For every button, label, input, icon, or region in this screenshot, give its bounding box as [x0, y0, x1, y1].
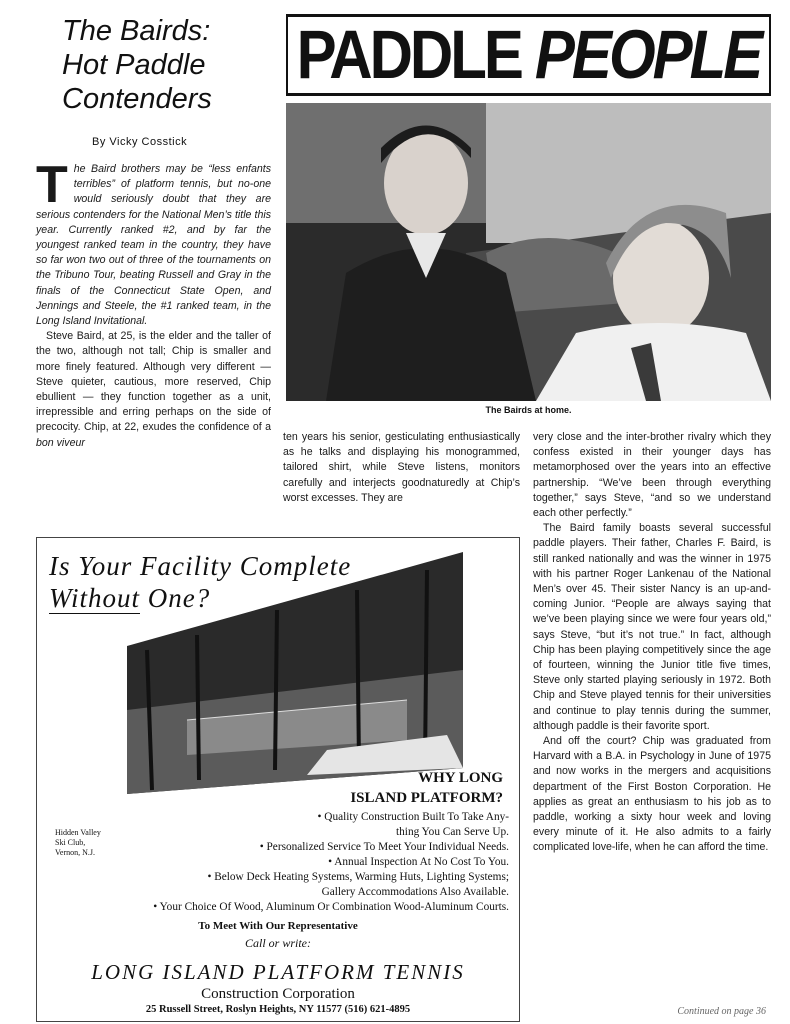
masthead-word-paddle: PADDLE — [296, 15, 521, 93]
ad-title-underlined: Without — [49, 583, 141, 613]
ad-company-subtitle: Construction Corporation — [201, 986, 355, 1002]
feature-line: • Below Deck Heating Systems, Warming Huts, Lighting Systems; — [207, 871, 509, 883]
paragraph-2-text: Steve Baird, at 25, is the elder and the taller of the two, although not tall; Chip is smaller and more finely featured. Although very different — Steve quieter, cautious, more reserved, Chip ebullient — they function together as a unit, irrepressible and erring perhaps on the side of precocity. Chip, at 22, exudes the confidence of a — [36, 330, 271, 434]
column-3-paragraph-2: The Baird family boasts several successful paddle players. Their father, Charles F. Baird, is still ranked nationally and was the winner in 1975 with his partner Roger Lankenau of the National Men’s over 45. Their sister Nancy is an up-and-coming Junior. “People are always saying that we’ve been playing since we were four years old,” says Steve, “but it’s not true.” In fact, although Chip has been playing competitively since the age of fourteen, winning the Junior title five times, Steve only started playing seriously in 1972. Both Chip and Steve played tennis for their universities and continue to play tennis during the summer, although paddle is their favorite sport. — [533, 522, 771, 732]
article-column-3 — [533, 430, 771, 856]
advertisement — [36, 537, 520, 1022]
location-line-3: Vernon, N.J. — [55, 848, 95, 857]
ad-title — [49, 550, 351, 614]
location-line-2: Ski Club, — [55, 838, 86, 847]
ad-title-line-2 — [49, 582, 351, 614]
paragraph-2-italic: bon viveur — [36, 436, 85, 449]
section-masthead — [286, 14, 771, 96]
ad-why-heading — [350, 768, 503, 808]
ad-why-line-2: ISLAND PLATFORM? — [350, 790, 503, 806]
article-column-2 — [283, 430, 520, 506]
feature-line: • Your Choice Of Wood, Aluminum Or Combination Wood-Aluminum Courts. — [153, 901, 509, 913]
masthead-word-people: PEOPLE — [534, 15, 761, 93]
ad-title-line-1: Is Your Facility Complete — [49, 551, 352, 581]
ad-title-rest: One? — [147, 583, 211, 613]
ad-why-line-1: WHY LONG — [418, 770, 503, 786]
ad-feature-list — [47, 810, 509, 915]
feature-line: Gallery Accommodations Also Available. — [321, 886, 509, 898]
drop-cap: T — [36, 156, 68, 214]
lead-text: he Baird brothers may be “less enfants terribles” of platform tennis, but no-one would seriously doubt that they are serious contenders for the National Men’s title this year. Currently ranked #2, and by far the youngest ranked team in the country, they have so far won two out of three of the tournaments on the Tribuno Tour, beating Russell and Gray in the finals of the Connecticut State Open, and Jennings and Steele, the #1 ranked team, in the Long Island Invitational. — [36, 163, 271, 328]
article-headline — [62, 14, 282, 116]
byline: By Vicky Cosstick — [92, 136, 188, 148]
column-3-paragraph-3: And off the court? Chip was graduated from Harvard with a B.A. in Psychology in June of 1975 and now works in the mergers and acquisitions department of the First Boston Corporation. He applies as great an enthusiasm to his job as to paddle, working a sixty hour week and loving every minute of it. He also admits to a fairly complicated love-life, when he can afford the time. — [533, 735, 771, 854]
photo-caption: The Bairds at home. — [485, 405, 572, 415]
ad-company-name: LONG ISLAND PLATFORM TENNIS — [91, 960, 465, 984]
feature-line: • Quality Construction Built To Take Any- — [317, 811, 509, 823]
article-column-1 — [36, 156, 271, 451]
ad-call-text: Call or write: — [244, 936, 311, 950]
column-3-paragraph-1: very close and the inter-brother rivalry which they confess existed in their younger days has metamorphosed over the years into an effective partnership. “We’ve been through everything together,” says Steve, “and so we understand each other perfectly.” — [533, 431, 771, 520]
ad-meet-text: To Meet With Our Representative — [198, 920, 358, 932]
location-line-1: Hidden Valley — [55, 828, 101, 837]
feature-line: • Annual Inspection At No Cost To You. — [328, 856, 509, 868]
continued-note: Continued on page 36 — [677, 1006, 766, 1017]
column-2-text: ten years his senior, gesticulating enthusiastically as he talks and displaying his monogrammed, tailored shirt, while Steve listens, monitors carefully and interjects goodnaturedly at Chip’s worst excesses. They are — [283, 431, 520, 504]
headline-line-2: Hot Paddle — [62, 49, 206, 81]
feature-line: thing You Can Serve Up. — [396, 826, 509, 838]
headline-line-1: The Bairds: — [62, 15, 211, 47]
feature-line: • Personalized Service To Meet Your Individual Needs. — [259, 841, 509, 853]
headline-line-3: Contenders — [62, 83, 212, 115]
bairds-photo — [286, 103, 771, 401]
ad-address: 25 Russell Street, Roslyn Heights, NY 11577 (516) 621-4895 — [145, 1004, 411, 1015]
paragraph-2 — [36, 329, 271, 451]
lead-paragraph — [36, 156, 271, 329]
